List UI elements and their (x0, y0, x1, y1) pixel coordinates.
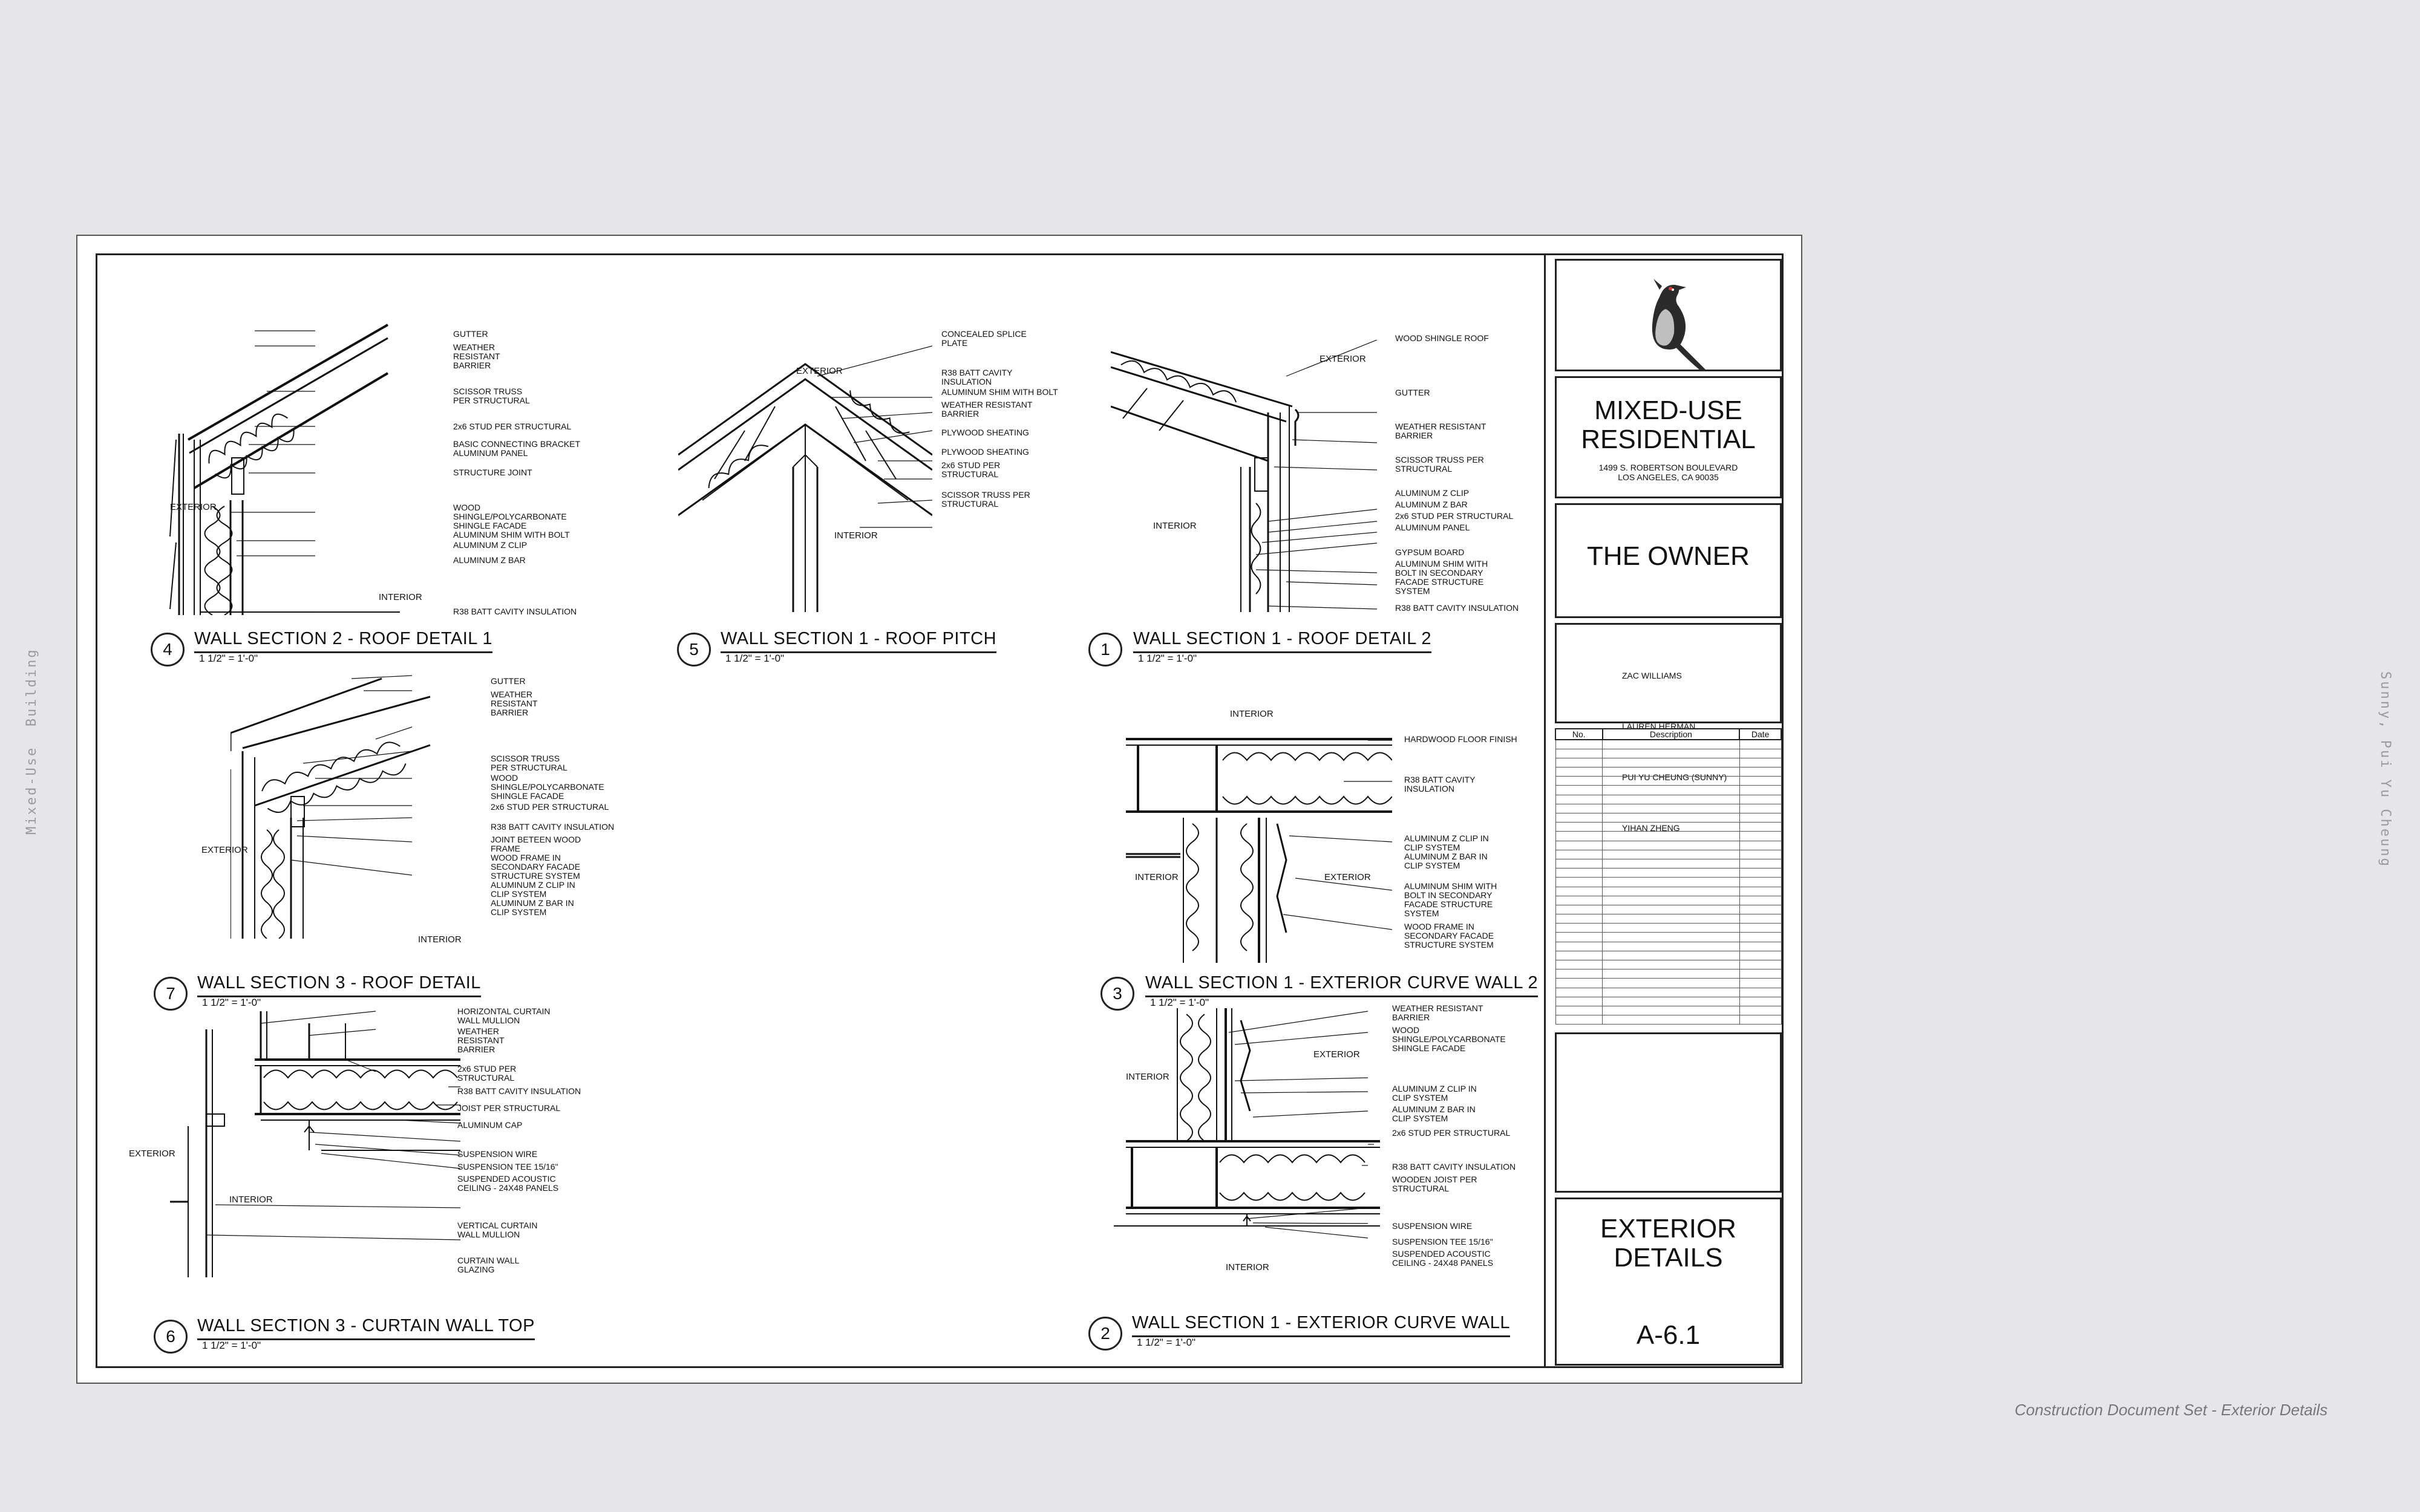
revision-cell (1555, 1015, 1603, 1025)
revision-cell (1555, 878, 1603, 887)
detail-2-scale: 1 1/2" = 1'-0" (1137, 1337, 1196, 1348)
revision-row (1555, 960, 1781, 969)
detail-4-note: ALUMINUM Z BAR (453, 555, 526, 565)
revision-cell (1603, 868, 1740, 878)
detail-5-title: WALL SECTION 1 - ROOF PITCH (721, 629, 996, 653)
detail-1-note: R38 BATT CAVITY INSULATION (1395, 603, 1519, 613)
revision-row (1555, 1015, 1781, 1025)
team-member: YIHAN ZHENG (1622, 823, 1680, 833)
detail-3-drawing (1126, 733, 1392, 963)
revision-cell (1603, 749, 1740, 758)
detail-6-interior-label: INTERIOR (229, 1194, 273, 1205)
revision-row (1555, 896, 1781, 905)
detail-1-exterior-label: EXTERIOR (1320, 354, 1366, 364)
team-member: ZAC WILLIAMS (1622, 671, 1682, 680)
detail-7-note: SCISSOR TRUSS PER STRUCTURAL (491, 754, 567, 772)
detail-1-note: ALUMINUM PANEL (1395, 523, 1470, 532)
revision-row (1555, 804, 1781, 813)
detail-2-note: SUSPENDED ACOUSTIC CEILING - 24X48 PANELS (1392, 1249, 1494, 1268)
detail-4-note: BASIC CONNECTING BRACKET ALUMINUM PANEL (453, 439, 581, 458)
bird-logo-icon (1557, 261, 1784, 373)
detail-4-note: ALUMINUM Z CLIP (453, 540, 528, 550)
detail-1-drawing (1111, 340, 1377, 612)
detail-2-title: WALL SECTION 1 - EXTERIOR CURVE WALL (1132, 1313, 1510, 1337)
revision-cell (1555, 988, 1603, 997)
revision-cell (1739, 1015, 1781, 1025)
detail-5-note: R38 BATT CAVITY INSULATION (941, 368, 1013, 386)
revision-cell (1739, 859, 1781, 868)
detail-5-note: 2x6 STUD PER STRUCTURAL (941, 460, 1001, 479)
detail-2-note: WOODEN JOIST PER STRUCTURAL (1392, 1175, 1477, 1193)
revision-cell (1739, 887, 1781, 896)
detail-1-scale: 1 1/2" = 1'-0" (1138, 653, 1197, 664)
detail-5-scale: 1 1/2" = 1'-0" (725, 653, 785, 664)
revision-cell (1739, 960, 1781, 969)
detail-2-number: 2 (1088, 1317, 1122, 1351)
detail-3-note: HARDWOOD FLOOR FINISH (1404, 734, 1517, 744)
detail-2-interior-label: INTERIOR (1126, 1072, 1169, 1082)
revision-cell (1603, 933, 1740, 942)
project-address: 1499 S. ROBERTSON BOULEVARD LOS ANGELES, CA 90035 (1598, 463, 1738, 482)
revision-cell (1603, 951, 1740, 960)
detail-3-number: 3 (1100, 977, 1134, 1011)
revision-cell (1739, 832, 1781, 841)
detail-7-interior-label: INTERIOR (418, 934, 462, 945)
detail-3-note: R38 BATT CAVITY INSULATION (1404, 775, 1476, 793)
revision-cell (1603, 823, 1740, 832)
revision-cell (1739, 786, 1781, 795)
detail-2-note: WEATHER RESISTANT BARRIER (1392, 1003, 1483, 1022)
detail-4-note: WEATHER RESISTANT BARRIER (453, 342, 500, 370)
detail-1-note: 2x6 STUD PER STRUCTURAL (1395, 511, 1514, 521)
sheet-border (96, 253, 1784, 1368)
revision-cell (1739, 905, 1781, 914)
detail-2-note: ALUMINUM Z CLIP IN CLIP SYSTEM (1392, 1084, 1477, 1103)
revision-cell (1603, 914, 1740, 924)
revision-cell (1603, 786, 1740, 795)
revision-cell (1555, 777, 1603, 786)
revision-cell (1603, 767, 1740, 777)
revision-cell (1603, 924, 1740, 933)
detail-4-note: STRUCTURE JOINT (453, 468, 532, 477)
detail-3-note: WOOD FRAME IN SECONDARY FACADE STRUCTURE SYSTEM (1404, 922, 1494, 950)
revision-cell (1603, 832, 1740, 841)
notes-box (1555, 1032, 1782, 1193)
detail-4-note: WOOD SHINGLE/POLYCARBONATE SHINGLE FACADE ALUMINUM SHIM WITH BOLT (453, 503, 570, 539)
detail-6-note: WEATHER RESISTANT BARRIER (457, 1026, 505, 1054)
revision-cell (1603, 758, 1740, 767)
detail-1-note: WOOD SHINGLE ROOF (1395, 333, 1489, 343)
revision-rows (1555, 740, 1781, 1025)
revision-cell (1603, 813, 1740, 823)
side-label-right: Sunny, Pui Yu Cheung (2378, 671, 2393, 868)
detail-2-note: R38 BATT CAVITY INSULATION (1392, 1162, 1516, 1171)
detail-5-note: PLYWOOD SHEATING (941, 428, 1029, 437)
revision-cell (1555, 758, 1603, 767)
revision-cell (1739, 795, 1781, 804)
detail-7-exterior-label: EXTERIOR (201, 845, 248, 855)
revision-cell (1603, 960, 1740, 969)
detail-6-note: SUSPENSION TEE 15/16" (457, 1162, 558, 1171)
revision-row (1555, 878, 1781, 887)
revision-row (1555, 859, 1781, 868)
sheet-info-box (1555, 1198, 1782, 1366)
detail-3-note: ALUMINUM SHIM WITH BOLT IN SECONDARY FACADE STRUCTURE SYSTEM (1404, 881, 1497, 918)
revision-row (1555, 887, 1781, 896)
revision-cell (1739, 933, 1781, 942)
detail-5-note: WEATHER RESISTANT BARRIER (941, 400, 1033, 419)
detail-7-scale: 1 1/2" = 1'-0" (202, 997, 261, 1008)
detail-2-interior-bottom-label: INTERIOR (1226, 1262, 1269, 1272)
revision-cell (1739, 868, 1781, 878)
drawing-sheet (76, 235, 1802, 1384)
revision-cell (1739, 878, 1781, 887)
revision-cell (1555, 767, 1603, 777)
revision-header: Date (1739, 729, 1781, 740)
revision-cell (1555, 896, 1603, 905)
revision-row (1555, 795, 1781, 804)
detail-1-title: WALL SECTION 1 - ROOF DETAIL 2 (1133, 629, 1431, 653)
revision-cell (1555, 997, 1603, 1006)
revision-cell (1555, 905, 1603, 914)
footer-caption: Construction Document Set - Exterior Details (2015, 1401, 2328, 1419)
revision-cell (1739, 749, 1781, 758)
detail-3-interior-label: INTERIOR (1135, 872, 1179, 882)
detail-6-note: 2x6 STUD PER STRUCTURAL (457, 1064, 517, 1083)
revision-cell (1603, 905, 1740, 914)
revision-row (1555, 924, 1781, 933)
revision-row (1555, 905, 1781, 914)
revision-cell (1555, 960, 1603, 969)
revision-row (1555, 979, 1781, 988)
revision-cell (1555, 841, 1603, 850)
detail-2-note: SUSPENSION WIRE (1392, 1221, 1473, 1231)
detail-6-number: 6 (154, 1320, 188, 1354)
detail-4-drawing (134, 313, 400, 615)
revision-row (1555, 933, 1781, 942)
revision-cell (1603, 878, 1740, 887)
detail-1-interior-label: INTERIOR (1153, 521, 1197, 531)
revision-cell (1739, 804, 1781, 813)
detail-3-interior-top-label: INTERIOR (1230, 709, 1274, 719)
revision-cell (1555, 914, 1603, 924)
revision-cell (1739, 914, 1781, 924)
detail-1-note: WEATHER RESISTANT BARRIER (1395, 422, 1486, 440)
revision-cell (1603, 969, 1740, 979)
sheet-number: A-6.1 (1636, 1320, 1701, 1350)
revision-cell (1555, 979, 1603, 988)
revision-row (1555, 813, 1781, 823)
team-member: PUI YU CHEUNG (SUNNY) (1622, 772, 1727, 782)
revision-cell (1739, 969, 1781, 979)
revision-cell (1603, 850, 1740, 859)
revision-row (1555, 823, 1781, 832)
revision-row (1555, 832, 1781, 841)
detail-6-title: WALL SECTION 3 - CURTAIN WALL TOP (197, 1316, 535, 1340)
revision-cell (1603, 859, 1740, 868)
detail-5-note: PLYWOOD SHEATING (941, 447, 1029, 457)
detail-4-number: 4 (151, 633, 185, 666)
revision-cell (1603, 804, 1740, 813)
detail-7-note: WOOD SHINGLE/POLYCARBONATE SHINGLE FACADE (491, 773, 604, 801)
detail-7-drawing (231, 666, 485, 939)
revision-cell (1555, 850, 1603, 859)
revision-cell (1739, 823, 1781, 832)
revision-row (1555, 740, 1781, 749)
revision-cell (1739, 997, 1781, 1006)
detail-7-note: JOINT BETEEN WOOD FRAME WOOD FRAME IN SECONDARY FACADE STRUCTURE SYSTEM (491, 835, 581, 881)
revision-cell (1555, 868, 1603, 878)
detail-6-note: R38 BATT CAVITY INSULATION (457, 1086, 581, 1096)
revision-row (1555, 841, 1781, 850)
revision-cell (1555, 832, 1603, 841)
revision-cell (1555, 1006, 1603, 1015)
detail-2-note: ALUMINUM Z BAR IN CLIP SYSTEM (1392, 1104, 1476, 1123)
detail-7-note: WEATHER RESISTANT BARRIER (491, 689, 538, 717)
revision-row (1555, 758, 1781, 767)
detail-2-exterior-label: EXTERIOR (1313, 1049, 1360, 1060)
detail-6-note: SUSPENSION WIRE (457, 1149, 538, 1159)
revision-row (1555, 988, 1781, 997)
project-box (1555, 376, 1782, 498)
revision-cell (1603, 795, 1740, 804)
revision-row (1555, 767, 1781, 777)
sheet-title: EXTERIOR DETAILS (1600, 1214, 1736, 1272)
detail-6-note: JOIST PER STRUCTURAL (457, 1103, 561, 1113)
revision-cell (1739, 951, 1781, 960)
revision-cell (1555, 804, 1603, 813)
revision-row (1555, 1006, 1781, 1015)
revision-cell (1603, 896, 1740, 905)
revision-row (1555, 868, 1781, 878)
detail-1-number: 1 (1088, 633, 1122, 666)
detail-4-note: R38 BATT CAVITY INSULATION (453, 607, 577, 616)
detail-2-drawing (1114, 1008, 1392, 1262)
revision-cell (1555, 924, 1603, 933)
revision-cell (1555, 740, 1603, 749)
revision-cell (1739, 813, 1781, 823)
detail-2-note: SUSPENSION TEE 15/16" (1392, 1237, 1493, 1246)
revision-row (1555, 850, 1781, 859)
detail-7-title: WALL SECTION 3 - ROOF DETAIL (197, 973, 481, 997)
detail-6-note: CURTAIN WALL GLAZING (457, 1256, 520, 1274)
revision-cell (1603, 1006, 1740, 1015)
revision-cell (1555, 749, 1603, 758)
detail-7-number: 7 (154, 977, 188, 1011)
detail-1-note: GUTTER (1395, 388, 1430, 397)
revision-cell (1739, 841, 1781, 850)
detail-4-interior-label: INTERIOR (379, 592, 422, 602)
revision-cell (1603, 988, 1740, 997)
detail-1-note: ALUMINUM Z BAR (1395, 500, 1468, 509)
detail-3-note: ALUMINUM Z CLIP IN CLIP SYSTEM ALUMINUM Z BAR IN CLIP SYSTEM (1404, 833, 1489, 870)
detail-5-interior-label: INTERIOR (834, 530, 878, 541)
revision-cell (1603, 997, 1740, 1006)
team-member: LAUREN HERMAN (1622, 722, 1696, 731)
revision-cell (1555, 813, 1603, 823)
revision-table (1555, 728, 1782, 1025)
revision-header: No. (1555, 729, 1603, 740)
drawing-area (97, 255, 1546, 1366)
detail-6-note: SUSPENDED ACOUSTIC CEILING - 24X48 PANELS (457, 1174, 559, 1193)
detail-4-note: SCISSOR TRUSS PER STRUCTURAL (453, 386, 530, 405)
detail-4-exterior-label: EXTERIOR (170, 502, 217, 512)
detail-1-note: ALUMINUM Z CLIP (1395, 488, 1470, 498)
revision-cell (1555, 786, 1603, 795)
revision-cell (1603, 740, 1740, 749)
detail-4-scale: 1 1/2" = 1'-0" (199, 653, 258, 664)
revision-cell (1555, 823, 1603, 832)
revision-cell (1739, 740, 1781, 749)
revision-cell (1739, 896, 1781, 905)
detail-4-title: WALL SECTION 2 - ROOF DETAIL 1 (194, 629, 492, 653)
revision-cell (1739, 767, 1781, 777)
revision-header: Description (1603, 729, 1740, 740)
revision-cell (1603, 887, 1740, 896)
revision-row (1555, 951, 1781, 960)
detail-1-note: SCISSOR TRUSS PER STRUCTURAL (1395, 455, 1484, 474)
revision-row (1555, 969, 1781, 979)
revision-row (1555, 786, 1781, 795)
logo-box (1555, 259, 1782, 371)
detail-5-drawing (678, 340, 932, 612)
detail-6-note: HORIZONTAL CURTAIN WALL MULLION (457, 1006, 551, 1025)
revision-cell (1739, 979, 1781, 988)
revision-cell (1603, 979, 1740, 988)
revision-cell (1555, 795, 1603, 804)
revision-row (1555, 997, 1781, 1006)
revision-cell (1555, 951, 1603, 960)
detail-6-note: VERTICAL CURTAIN WALL MULLION (457, 1220, 538, 1239)
owner-name: THE OWNER (1587, 541, 1750, 571)
revision-cell (1555, 887, 1603, 896)
detail-3-title: WALL SECTION 1 - EXTERIOR CURVE WALL 2 (1145, 973, 1538, 997)
title-block (1551, 255, 1784, 1366)
revision-row (1555, 942, 1781, 951)
revision-cell (1739, 942, 1781, 951)
detail-5-number: 5 (677, 633, 711, 666)
detail-5-note: CONCEALED SPLICE PLATE (941, 329, 1027, 348)
detail-6-exterior-label: EXTERIOR (129, 1149, 175, 1159)
side-label-left: Mixed-Use Building (24, 648, 39, 835)
detail-6-note: ALUMINUM CAP (457, 1120, 523, 1130)
detail-2-note: WOOD SHINGLE/POLYCARBONATE SHINGLE FACADE (1392, 1025, 1506, 1053)
detail-2-note: 2x6 STUD PER STRUCTURAL (1392, 1128, 1511, 1138)
revision-cell (1603, 942, 1740, 951)
revision-cell (1603, 1015, 1740, 1025)
detail-1-note: ALUMINUM SHIM WITH BOLT IN SECONDARY FACADE STRUCTURE SYSTEM (1395, 559, 1488, 596)
detail-7-note: GUTTER (491, 676, 526, 686)
revision-cell (1739, 988, 1781, 997)
detail-3-scale: 1 1/2" = 1'-0" (1150, 997, 1209, 1008)
revision-cell (1555, 942, 1603, 951)
revision-row (1555, 777, 1781, 786)
revision-cell (1555, 933, 1603, 942)
revision-cell (1739, 777, 1781, 786)
revision-cell (1739, 758, 1781, 767)
detail-6-scale: 1 1/2" = 1'-0" (202, 1340, 261, 1351)
detail-5-note: SCISSOR TRUSS PER STRUCTURAL (941, 490, 1030, 509)
revision-cell (1555, 859, 1603, 868)
revision-cell (1555, 969, 1603, 979)
revision-row (1555, 749, 1781, 758)
detail-4-note: 2x6 STUD PER STRUCTURAL (453, 422, 572, 431)
revision-cell (1739, 850, 1781, 859)
revision-cell (1603, 841, 1740, 850)
revision-cell (1739, 1006, 1781, 1015)
revision-row (1555, 914, 1781, 924)
detail-5-note: ALUMINUM SHIM WITH BOLT (941, 387, 1058, 397)
detail-4-note: GUTTER (453, 329, 488, 339)
detail-7-note: R38 BATT CAVITY INSULATION (491, 822, 615, 832)
detail-3-exterior-label: EXTERIOR (1324, 872, 1371, 882)
detail-7-note: ALUMINUM Z CLIP IN CLIP SYSTEM ALUMINUM Z BAR IN CLIP SYSTEM (491, 880, 575, 917)
revision-cell (1603, 777, 1740, 786)
detail-5-exterior-label: EXTERIOR (796, 366, 843, 376)
revision-cell (1739, 924, 1781, 933)
detail-1-note: GYPSUM BOARD (1395, 547, 1465, 557)
owner-box (1555, 503, 1782, 618)
project-title: MIXED-USE RESIDENTIAL (1581, 396, 1756, 454)
detail-7-note: 2x6 STUD PER STRUCTURAL (491, 802, 609, 812)
